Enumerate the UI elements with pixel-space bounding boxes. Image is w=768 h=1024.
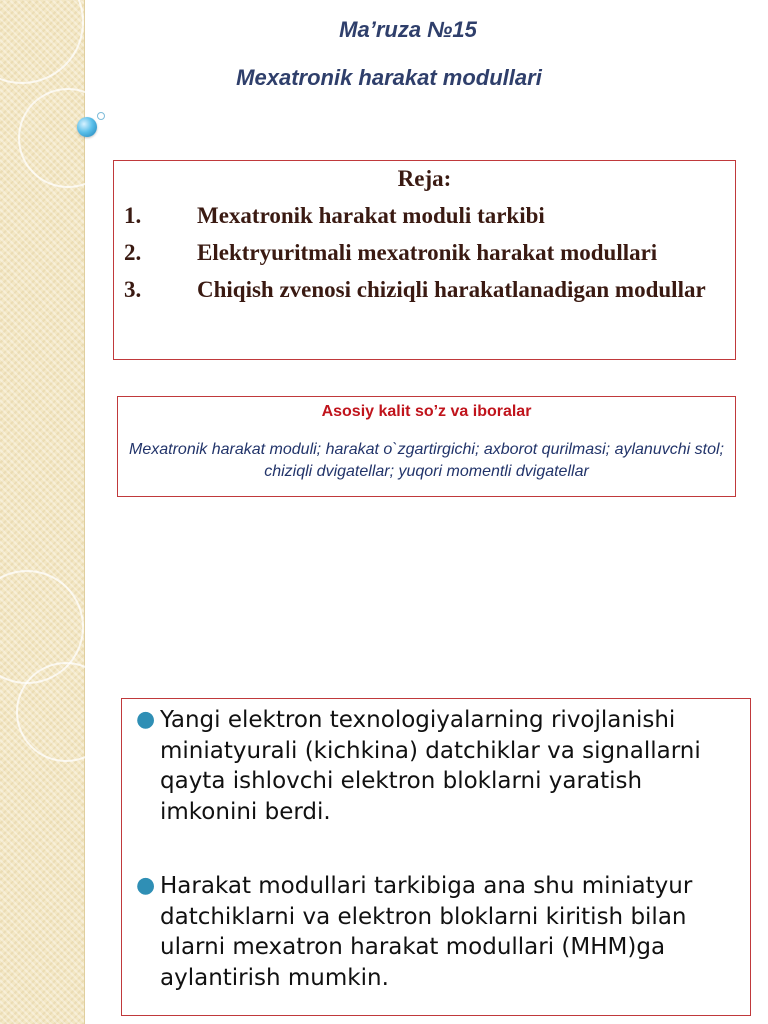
lecture-topic: Mexatronik harakat modullari [236, 65, 542, 90]
keywords-heading: Asosiy kalit so’z va iboralar [321, 403, 532, 420]
decorative-ring [18, 88, 118, 188]
plan-box [113, 160, 736, 360]
plan-item [124, 238, 725, 268]
bullet-text: Harakat modullari tarkibiga ana shu miniatyur datchiklarni va elektron bloklarni kiritish bilan ularni mexatron harakat modullari (MHM)ga aylantirish mumkin. [160, 873, 693, 991]
keywords-text: Mexatronik harakat moduli; harakat o`zgartirgichi; axborot qurilmasi; aylanuvchi stol; chiziqli dvigatellar; yuqori momentli dvigatellar [129, 441, 724, 480]
lecture-number: Ma’ruza №15 [339, 17, 477, 42]
decorative-bead-small [97, 112, 105, 120]
content-box [121, 698, 751, 1016]
plan-item [124, 201, 725, 231]
plan-item-text: Chiqish zvenosi chiziqli harakatlanadigan modullar [197, 277, 706, 302]
plan-item-number: 3. [124, 277, 142, 302]
plan-item-text: Elektryuritmali mexatronik harakat modullari [197, 240, 658, 265]
bullet-text: Yangi elektron texnologiyalarning rivojlanishi miniatyurali (kichkina) datchiklar va signallarni qayta ishlovchi elektron bloklarni yaratish imkonini berdi. [160, 707, 701, 825]
keywords-box [117, 396, 736, 497]
bullet-dot-icon: ● [136, 707, 156, 732]
plan-heading: Reja: [397, 166, 452, 191]
decorative-bead [77, 117, 97, 137]
decorative-ring [16, 662, 116, 762]
plan-item-number: 1. [124, 203, 142, 228]
plan-item-text: Mexatronik harakat moduli tarkibi [197, 203, 545, 228]
bullet-item [136, 871, 740, 993]
plan-item-number: 2. [124, 240, 142, 265]
plan-item [124, 275, 725, 305]
bullet-item [136, 705, 740, 827]
bullet-dot-icon: ● [136, 873, 156, 898]
